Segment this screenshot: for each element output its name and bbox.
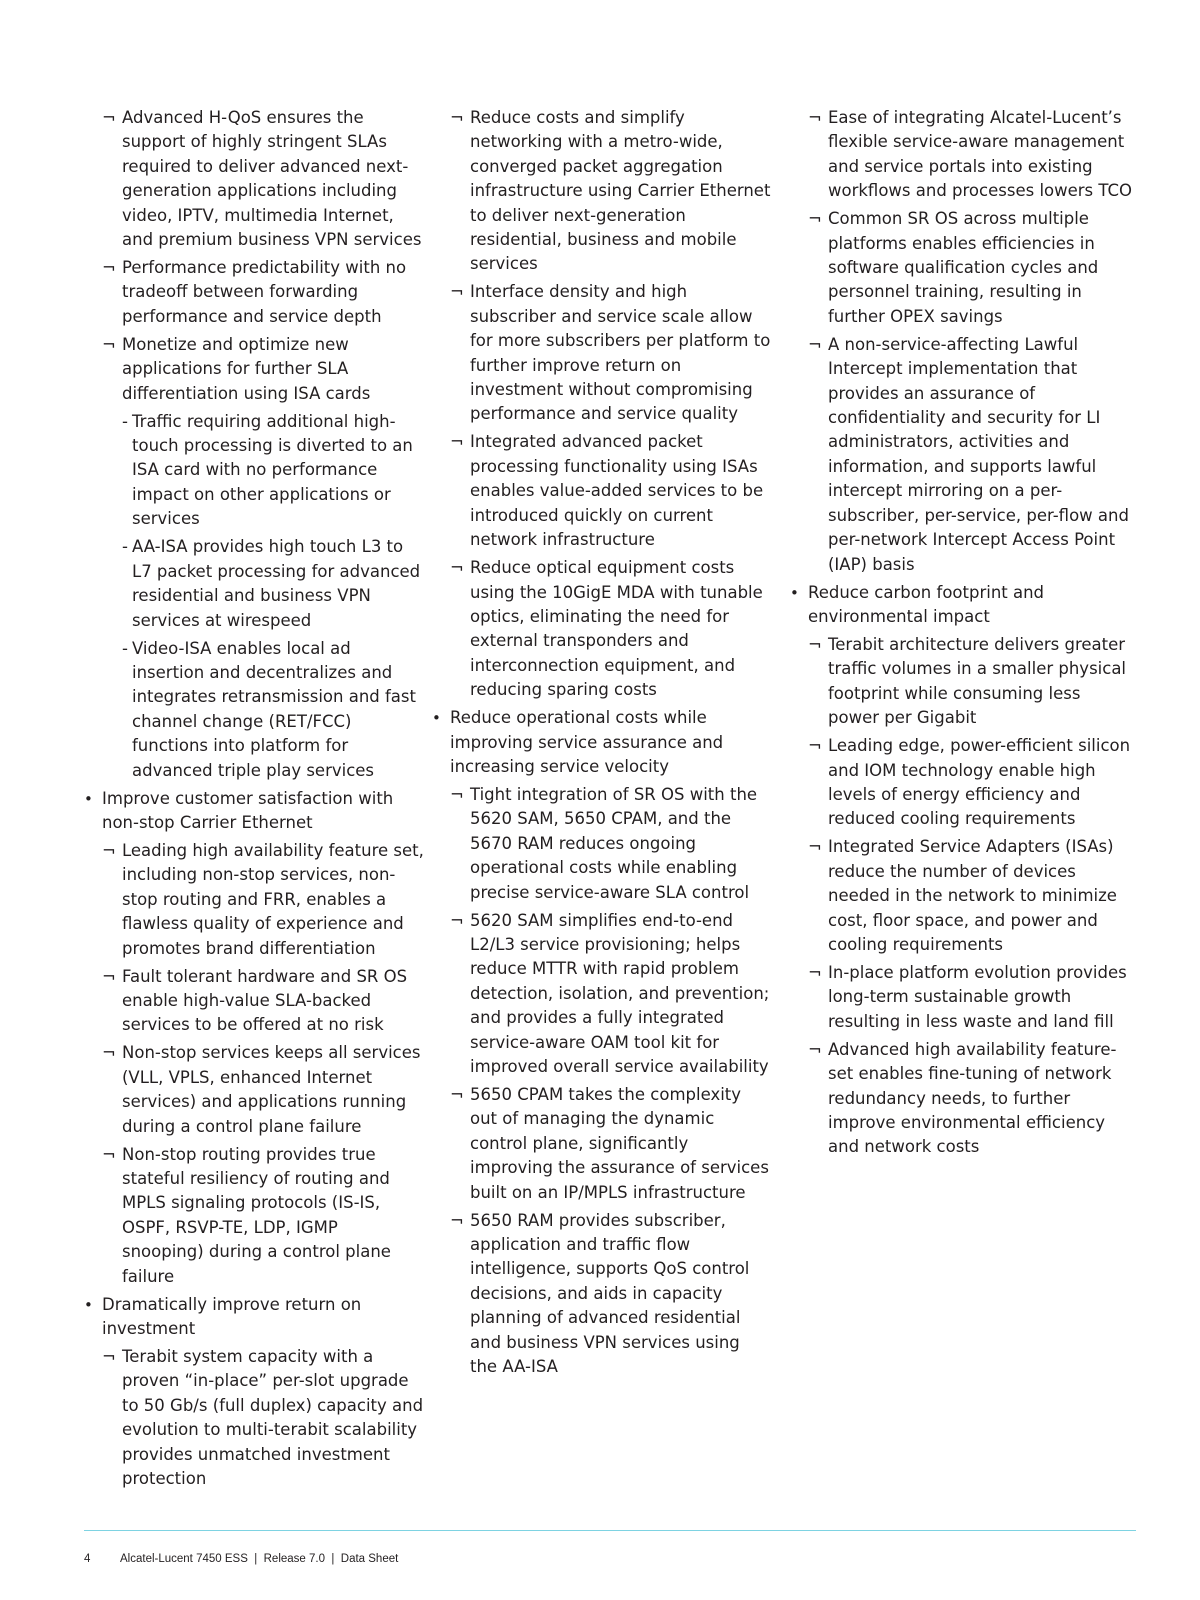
sub-sub-bullet-item (84, 637, 424, 783)
item-text: Reduce optical equipment costs using the 10GigE MDA with tunable optics, eliminating the need for external transponders and interconnection equipment, and reducing sparing costs (470, 558, 763, 700)
not-sign-marker: ¬ (102, 840, 116, 860)
sub-bullet-item (84, 256, 424, 329)
sub-bullet-item (790, 734, 1135, 832)
item-text: Tight integration of SR OS with the 5620 SAM, 5650 CPAM, and the 5670 RAM reduces ongoing operational costs while enabling precise service-aware SLA control (470, 784, 758, 902)
sub-bullet-item (432, 430, 772, 552)
item-text: Non-stop routing provides true stateful resiliency of routing and MPLS signaling protocols (IS-IS, OSPF, RSVP-TE, LDP, IGMP snooping) during a control plane failure (122, 1144, 391, 1286)
not-sign-marker: ¬ (450, 910, 464, 930)
dash-marker: - (122, 638, 128, 658)
sub-bullet-item (790, 961, 1135, 1034)
item-text: 5650 RAM provides subscriber, application and traffic flow intelligence, supports QoS control decisions, and aids in capacity planning of advanced residential and business VPN services using the AA-ISA (470, 1210, 750, 1377)
item-text: AA-ISA provides high touch L3 to L7 packet processing for advanced residential and business VPN services at wirespeed (132, 537, 421, 630)
item-text: 5650 CPAM takes the complexity out of managing the dynamic control plane, significantly improving the assurance of services built on an IP/MPLS infrastructure (470, 1085, 769, 1202)
not-sign-marker: ¬ (808, 209, 822, 229)
sub-bullet-item (790, 333, 1135, 577)
item-text: Integrated Service Adapters (ISAs) reduce the number of devices needed in the network to minimize cost, floor space, and power and cooling requirements (828, 837, 1117, 954)
sub-bullet-item (432, 280, 772, 426)
item-text: Dramatically improve return on investment (102, 1294, 362, 1339)
text-column-3 (790, 106, 1135, 1163)
dash-marker: - (122, 411, 128, 431)
item-text: 5620 SAM simplifies end-to-end L2/L3 service provisioning; helps reduce MTTR with rapid problem detection, isolation, and prevention; and provides a fully integrated service-aware OAM tool kit for improved overall service availability (470, 910, 770, 1076)
sub-bullet-item (790, 1038, 1135, 1160)
dash-marker: - (122, 537, 128, 557)
bullet-item (84, 1293, 424, 1342)
item-text: Reduce carbon footprint and environmental impact (808, 582, 1045, 626)
not-sign-marker: ¬ (450, 282, 464, 302)
item-text: Advanced H-QoS ensures the support of highly stringent SLAs required to deliver advanced next-generation applications including video, IPTV, multimedia Internet, and premium business VPN services (122, 108, 422, 250)
not-sign-marker: ¬ (808, 634, 822, 654)
sub-bullet-item (84, 1345, 424, 1491)
sub-bullet-item (432, 1083, 772, 1205)
sub-bullet-item (790, 835, 1135, 957)
sub-bullet-item (84, 333, 424, 406)
item-text: Interface density and high subscriber and service scale allow for more subscribers per platform to further improve return on investment without compromising performance and service quality (470, 282, 771, 424)
not-sign-marker: ¬ (450, 558, 464, 578)
not-sign-marker: ¬ (808, 962, 822, 982)
sub-bullet-item (84, 1041, 424, 1139)
sub-sub-bullet-item (84, 535, 424, 633)
not-sign-marker: ¬ (450, 784, 464, 804)
item-text: Video-ISA enables local ad insertion and decentralizes and integrates retransmission and fast channel change (RET/FCC) functions into platform for advanced triple play services (132, 638, 416, 780)
item-text: Terabit system capacity with a proven “in-place” per-slot upgrade to 50 Gb/s (full duplex) capacity and evolution to multi-terabit scalability provides unmatched investment protection (122, 1347, 424, 1489)
bullet-item (432, 706, 772, 779)
text-column-2 (432, 106, 772, 1383)
bullet-marker: • (84, 1295, 93, 1314)
not-sign-marker: ¬ (102, 1043, 116, 1063)
not-sign-marker: ¬ (102, 108, 116, 127)
item-text: Performance predictability with no tradeoff between forwarding performance and service depth (122, 258, 407, 326)
not-sign-marker: ¬ (808, 1039, 822, 1059)
bullet-item (790, 581, 1135, 630)
item-text: Non-stop services keeps all services (VLL, VPLS, enhanced Internet services) and applications running during a control plane failure (122, 1043, 421, 1136)
sub-bullet-item (432, 909, 772, 1080)
not-sign-marker: ¬ (450, 1085, 464, 1104)
item-text: A non-service-affecting Lawful Intercept implementation that provides an assurance of confidentiality and security for LI administrators, activities and information, and supports lawful intercept mirroring on a per-subscriber, per-service, per-flow and per-network Intercept Access Point (IAP) basis (828, 334, 1129, 574)
not-sign-marker: ¬ (808, 334, 822, 354)
sub-bullet-item (84, 1143, 424, 1289)
sub-bullet-item (432, 106, 772, 277)
footer-title: Alcatel-Lucent 7450 ESS | Release 7.0 | Data Sheet (120, 1553, 399, 1565)
not-sign-marker: ¬ (808, 736, 822, 756)
item-text: Fault tolerant hardware and SR OS enable high-value SLA-backed services to be offered at no risk (122, 966, 408, 1035)
not-sign-marker: ¬ (450, 108, 464, 127)
bullet-marker: • (790, 583, 799, 602)
item-text: Reduce costs and simplify networking with a metro-wide, converged packet aggregation infrastructure using Carrier Ethernet to deliver next-generation residential, business and mobile services (470, 108, 771, 274)
item-text: Monetize and optimize new applications for further SLA differentiation using ISA cards (122, 334, 371, 403)
item-text: Improve customer satisfaction with non-stop Carrier Ethernet (102, 788, 394, 832)
text-column-1 (84, 106, 424, 1495)
page-footer (84, 1553, 398, 1565)
not-sign-marker: ¬ (102, 966, 116, 986)
item-text: Integrated advanced packet processing functionality using ISAs enables value-added services to be introduced quickly on current network infrastructure (470, 432, 764, 550)
item-text: Advanced high availability feature-set enables fine-tuning of network redundancy needs, to further improve environmental efficiency and network costs (828, 1039, 1117, 1157)
sub-bullet-item (432, 783, 772, 905)
sub-bullet-item (432, 556, 772, 702)
bullet-marker: • (432, 709, 441, 728)
item-text: Reduce operational costs while improving service assurance and increasing service velocity (450, 708, 724, 776)
footer-rule (84, 1530, 1136, 1531)
not-sign-marker: ¬ (102, 258, 116, 278)
page-number: 4 (84, 1553, 91, 1565)
not-sign-marker: ¬ (808, 837, 822, 857)
item-text: Leading high availability feature set, including non-stop services, non-stop routing and FRR, enables a flawless quality of experience and promotes brand differentiation (122, 840, 424, 958)
item-text: Traffic requiring additional high-touch processing is diverted to an ISA card with no performance impact on other applications or services (132, 411, 413, 529)
sub-sub-bullet-item (84, 410, 424, 532)
sub-bullet-item (432, 1209, 772, 1380)
bullet-marker: • (84, 789, 93, 808)
sub-bullet-item (790, 633, 1135, 731)
item-text: In-place platform evolution provides long-term sustainable growth resulting in less waste and land fill (828, 962, 1127, 1031)
not-sign-marker: ¬ (102, 1144, 116, 1164)
not-sign-marker: ¬ (808, 108, 822, 127)
not-sign-marker: ¬ (102, 334, 116, 354)
not-sign-marker: ¬ (450, 432, 464, 452)
sub-bullet-item (790, 207, 1135, 329)
item-text: Ease of integrating Alcatel-Lucent’s flexible service-aware management and service portals into existing workflows and processes lowers TCO (828, 108, 1133, 201)
sub-bullet-item (84, 839, 424, 961)
sub-bullet-item (84, 106, 424, 252)
sub-bullet-item (790, 106, 1135, 204)
item-text: Common SR OS across multiple platforms enables efficiencies in software qualification cycles and personnel training, resulting in further OPEX savings (828, 209, 1099, 326)
not-sign-marker: ¬ (102, 1347, 116, 1367)
bullet-item (84, 787, 424, 836)
item-text: Terabit architecture delivers greater traffic volumes in a smaller physical footprint while consuming less power per Gigabit (828, 634, 1127, 728)
item-text: Leading edge, power-efficient silicon and IOM technology enable high levels of energy efficiency and reduced cooling requirements (828, 736, 1131, 829)
sub-bullet-item (84, 965, 424, 1038)
not-sign-marker: ¬ (450, 1210, 464, 1230)
